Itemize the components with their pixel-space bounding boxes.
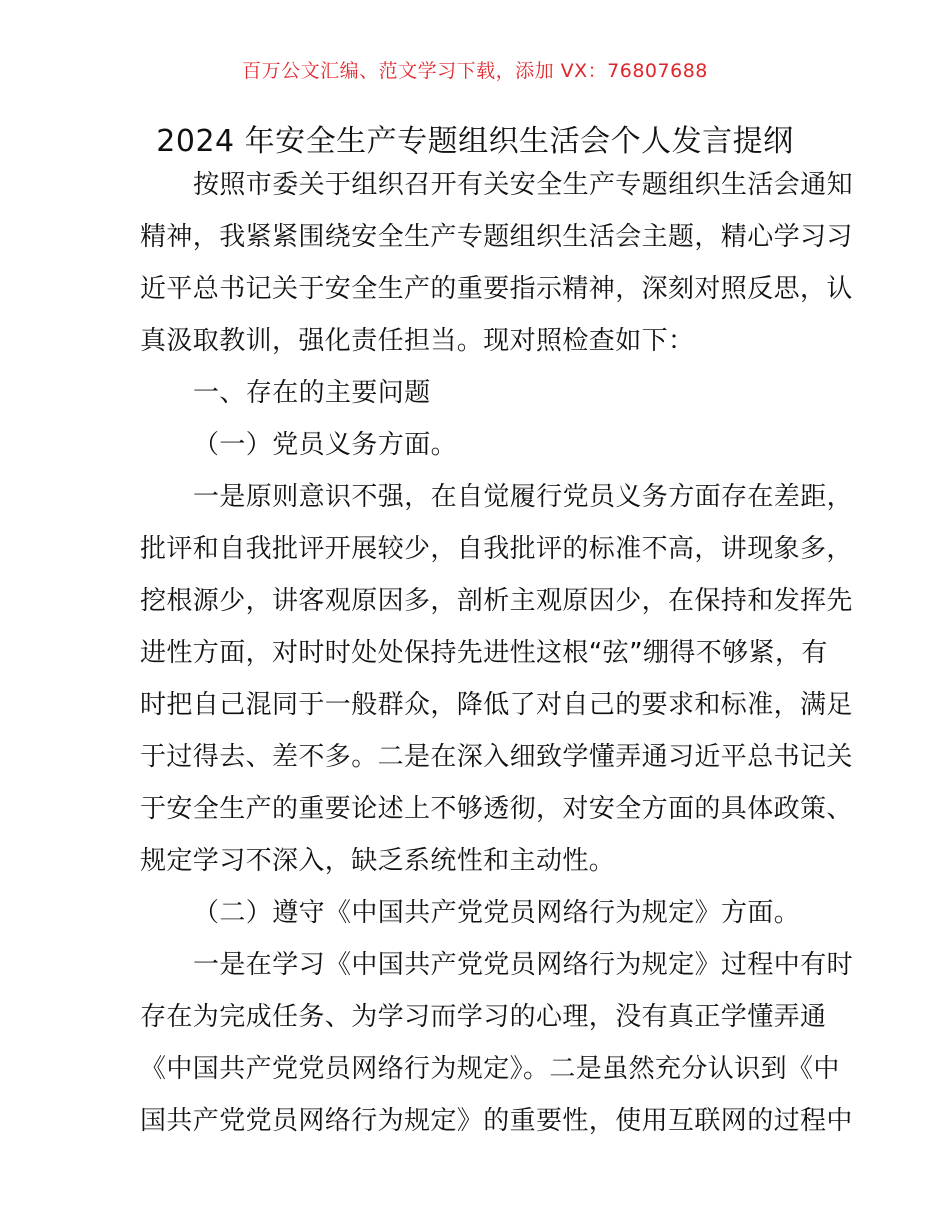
paragraph bbox=[140, 419, 815, 471]
text-line: 按照市委关于组织召开有关安全生产专题组织生活会通知 bbox=[193, 170, 854, 200]
text-line: 于安全生产的重要论述上不够透彻，对安全方面的具体政策、 bbox=[140, 794, 853, 824]
text-line: 批评和自我批评开展较少，自我批评的标准不高，讲现象多， bbox=[140, 534, 853, 564]
watermark-banner: 百万公文汇编、范文学习下载，添加 VX：76807688 bbox=[242, 60, 708, 82]
paragraph bbox=[140, 939, 854, 1147]
text-line: （一）党员义务方面。 bbox=[193, 430, 458, 460]
paragraph bbox=[140, 159, 854, 367]
paragraph bbox=[140, 367, 815, 419]
text-line: 进性方面，对时时处处保持先进性这根“弦”绷得不够紧，有 bbox=[140, 638, 828, 668]
paragraph bbox=[140, 887, 815, 939]
text-line: 挖根源少，讲客观原因多，剖析主观原因少，在保持和发挥先 bbox=[140, 586, 853, 616]
text-line: 一是原则意识不强，在自觉履行党员义务方面存在差距， bbox=[193, 482, 854, 512]
text-line: 精神，我紧紧围绕安全生产专题组织生活会主题，精心学习习 bbox=[140, 222, 853, 252]
text-line: 《中国共产党党员网络行为规定》。二是虽然充分认识到《中 bbox=[140, 1054, 840, 1084]
document-body bbox=[140, 159, 854, 1147]
text-line: 时把自己混同于一般群众，降低了对自己的要求和标准，满足 bbox=[140, 690, 853, 720]
text-line: 规定学习不深入，缺乏系统性和主动性。 bbox=[140, 846, 616, 876]
text-line: 一、存在的主要问题 bbox=[193, 378, 431, 408]
text-line: （二）遵守《中国共产党党员网络行为规定》方面。 bbox=[193, 898, 801, 928]
text-line: 国共产党党员网络行为规定》的重要性，使用互联网的过程中 bbox=[140, 1106, 853, 1136]
text-line: 于过得去、差不多。二是在深入细致学懂弄通习近平总书记关 bbox=[140, 742, 853, 772]
text-line: 真汲取教训，强化责任担当。现对照检查如下： bbox=[140, 326, 695, 356]
text-line: 一是在学习《中国共产党党员网络行为规定》过程中有时 bbox=[193, 950, 854, 980]
text-line: 存在为完成任务、为学习而学习的心理，没有真正学懂弄通 bbox=[140, 1002, 827, 1032]
document-title: 2024 年安全生产专题组织生活会个人发言提纲 bbox=[156, 124, 794, 159]
text-line: 近平总书记关于安全生产的重要指示精神，深刻对照反思，认 bbox=[140, 274, 853, 304]
paragraph bbox=[140, 471, 854, 887]
